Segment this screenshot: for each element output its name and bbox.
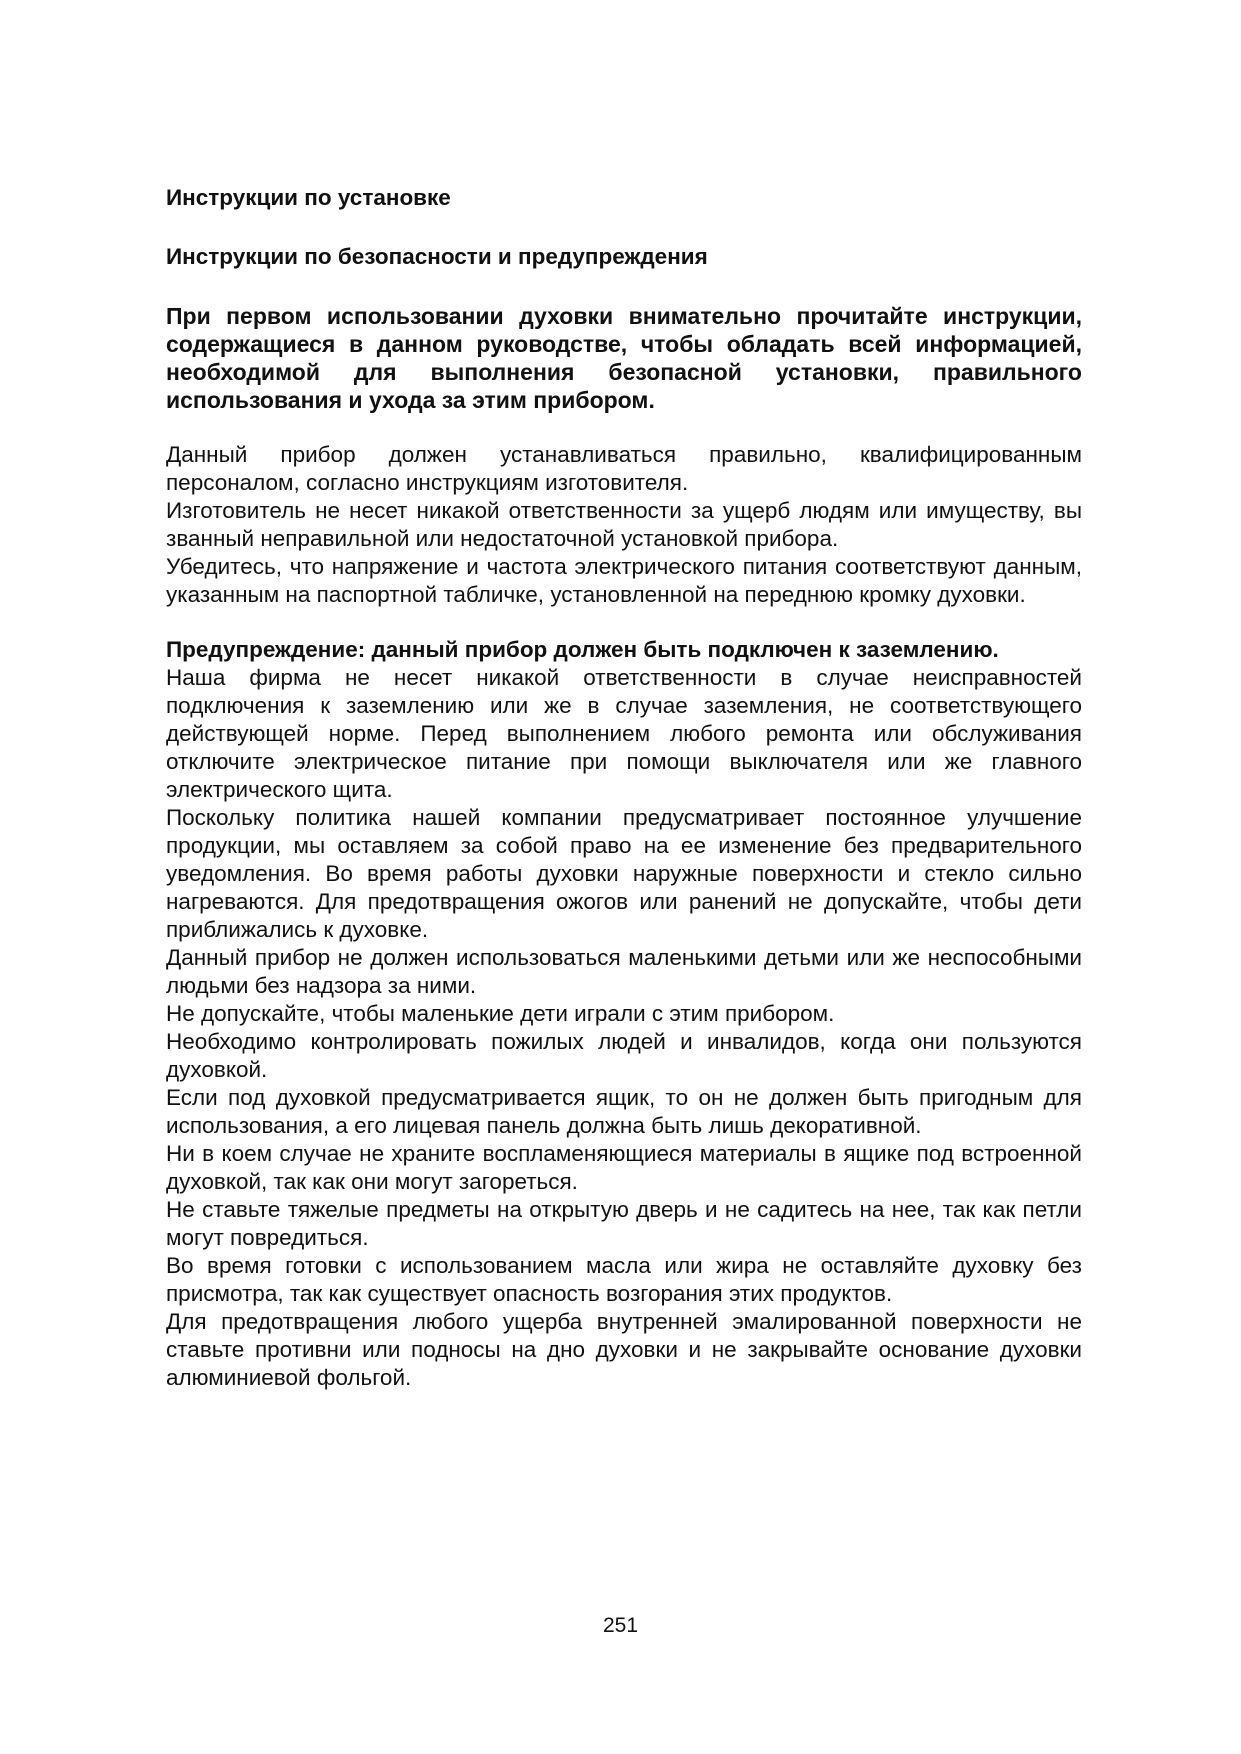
paragraph: Поскольку политика нашей компании предусматривает постоянное улучшение продукции, мы оставляем за собой право на ее изменение без предварительного уведомления. Во время работы духовки наружные поверхности и стекло сильно нагреваются. Для предотвращения ожогов или ранений не допускайте, чтобы дети приближались к духовке.: [166, 805, 1082, 942]
page-number: 251: [602, 1614, 639, 1637]
paragraph: Изготовитель не несет никакой ответственности за ущерб людям или имуществу, вы званный неправильной или недостаточной установкой прибора.: [166, 498, 1082, 551]
section-subtitle: Инструкции по безопасности и предупреждения: [166, 244, 708, 269]
paragraph: Не ставьте тяжелые предметы на открытую дверь и не садитесь на нее, так как петли могут повредиться.: [166, 1197, 1082, 1250]
paragraph: Не допускайте, чтобы маленькие дети играли с этим прибором.: [166, 1001, 835, 1026]
warning-title: Предупреждение: данный прибор должен быть подключен к заземлению.: [166, 637, 999, 662]
paragraph: Данный прибор должен устанавливаться правильно, квалифицированным персоналом, согласно инструкциям изготовителя.: [166, 442, 1082, 495]
intro-paragraph: При первом использовании духовки внимательно прочитайте инструкции, содержащиеся в данном руководстве, чтобы обладать всей информацией, необходимой для выполнения безопасной установки, правильного использования и ухода за этим прибором.: [166, 303, 1082, 413]
paragraph: Данный прибор не должен использоваться маленькими детьми или же неспособными людьми без надзора за ними.: [166, 945, 1082, 998]
paragraph: Убедитесь, что напряжение и частота электрического питания соответствуют данным, указанным на паспортной табличке, установленной на переднюю кромку духовки.: [166, 554, 1082, 607]
installation-section: [166, 441, 1082, 609]
page-content: [166, 184, 1082, 1392]
paragraph: Если под духовкой предусматривается ящик, то он не должен быть пригодным для использования, а его лицевая панель должна быть лишь декоративной.: [166, 1085, 1082, 1138]
paragraph: Наша фирма не несет никакой ответственности в случае неисправностей подключения к заземлению или же в случае заземления, не соответствующего действующей норме. Перед выполнением любого ремонта или обслуживания отключите электрическое питание при помощи выключателя или же главного электрического щита.: [166, 665, 1082, 802]
warning-section: [166, 636, 1082, 1392]
paragraph: Необходимо контролировать пожилых людей и инвалидов, когда они пользуются духовкой.: [166, 1029, 1082, 1082]
paragraph: Ни в коем случае не храните воспламеняющиеся материалы в ящике под встроенной духовкой, так как они могут загореться.: [166, 1141, 1082, 1194]
page-title: Инструкции по установке: [166, 185, 451, 210]
paragraph: Во время готовки с использованием масла или жира не оставляйте духовку без присмотра, так как существует опасность возгорания этих продуктов.: [166, 1253, 1082, 1306]
paragraph: Для предотвращения любого ущерба внутренней эмалированной поверхности не ставьте противни или подносы на дно духовки и не закрывайте основание духовки алюминиевой фольгой.: [166, 1309, 1082, 1390]
